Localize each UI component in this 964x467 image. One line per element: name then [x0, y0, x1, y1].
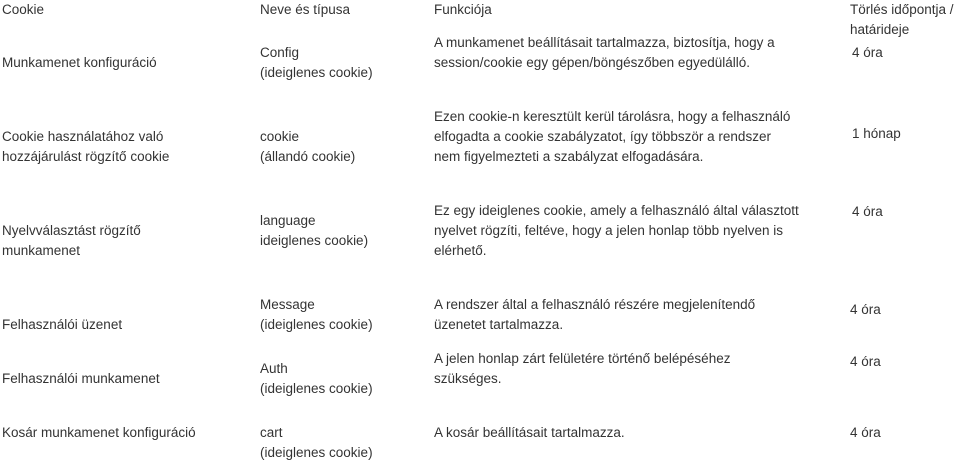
row-1-cookie: Munkamenet konfiguráció [2, 55, 157, 70]
row-3-cookie: Nyelvválasztást rögzítő munkamenet [2, 223, 141, 258]
row-2-function: Ezen cookie-n keresztült kerül tárolásra, hogy a felhasználó elfogadta a cookie szabályzatot, így többször a rendszer nem figyelmezteti a szabályzat elfogadására. [434, 109, 791, 164]
row-4-name-type: Message (ideiglenes cookie) [260, 297, 373, 332]
row-3-expiry: 4 óra [852, 204, 883, 219]
row-4-cookie: Felhasználói üzenet [2, 317, 123, 332]
row-2-cookie: Cookie használatához való hozzájárulást rögzítő cookie [2, 129, 170, 164]
header-function: Funkciója [434, 2, 492, 17]
row-1-function: A munkamenet beállításait tartalmazza, biztosítja, hogy a session/cookie egy gépen/böngészőben egyedülálló. [434, 35, 775, 70]
row-6-cookie: Kosár munkamenet konfiguráció [2, 425, 196, 440]
row-6-name-type: cart (ideiglenes cookie) [260, 425, 373, 460]
row-2-expiry: 1 hónap [852, 126, 901, 141]
row-4-function: A rendszer által a felhasználó részére megjelenítendő üzenetet tartalmazza. [434, 297, 756, 332]
row-3-function: Ez egy ideiglenes cookie, amely a felhasználó által választott nyelvet rögzíti, feltéve, hogy a jelen honlap több nyelven is elérhető. [434, 203, 799, 258]
row-5-name-type: Auth (ideiglenes cookie) [260, 361, 373, 396]
row-6-expiry: 4 óra [850, 425, 881, 440]
row-5-expiry: 4 óra [850, 354, 881, 369]
row-3-name-type: language ideiglenes cookie) [260, 213, 369, 248]
row-6-function: A kosár beállításait tartalmazza. [434, 425, 625, 440]
header-cookie: Cookie [2, 2, 45, 17]
header-name-type: Neve és típusa [260, 2, 351, 17]
row-1-name-type: Config (ideiglenes cookie) [260, 45, 373, 80]
row-5-function: A jelen honlap zárt felületére történő belépéséhez szükséges. [434, 351, 731, 386]
row-1-expiry: 4 óra [852, 45, 883, 60]
row-4-expiry: 4 óra [850, 302, 881, 317]
row-2-name-type: cookie (állandó cookie) [260, 129, 356, 164]
row-5-cookie: Felhasználói munkamenet [2, 371, 160, 386]
header-expiry: Törlés időpontja / határideje [850, 2, 954, 37]
